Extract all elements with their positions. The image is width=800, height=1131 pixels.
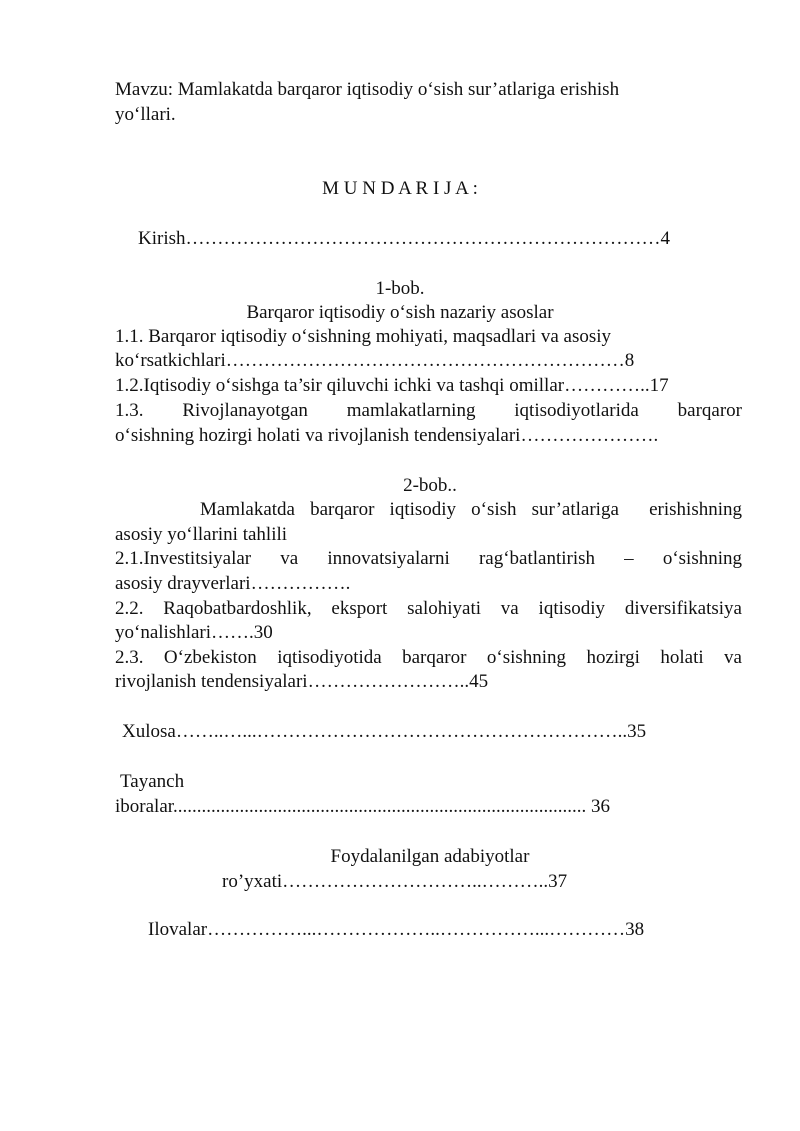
toc-entry-2-2-line-2: yo‘nalishlari…….30	[115, 622, 273, 643]
chapter-1-number: 1-bob.	[375, 278, 425, 299]
toc-entry-intro: Kirish…………………………………………………………………4	[138, 228, 670, 249]
toc-entry-appendix: Ilovalar……………...………………..……………...…………38	[148, 919, 645, 940]
toc-entry-1-3-line-1: 1.3. Rivojlanayotgan mamlakatlarning iqtisodiyotlarida barqaror	[115, 400, 742, 421]
toc-entry-glossary-line-1: Tayanch	[120, 771, 185, 792]
toc-title: M U N D A R I J A :	[322, 178, 478, 199]
toc-entry-1-2: 1.2.Iqtisodiy o‘sishga ta’sir qiluvchi ichki va tashqi omillar…………..17	[115, 375, 669, 396]
toc-entry-references-line-2: ro’yxati…………………………..………..37	[222, 871, 568, 892]
toc-entry-conclusion: Xulosa……..…...…………………………………………………..35	[122, 721, 647, 742]
toc-entry-references-line-1: Foydalanilgan adabiyotlar	[330, 846, 530, 867]
toc-entry-1-1-line-1: 1.1. Barqaror iqtisodiy o‘sishning mohiyati, maqsadlari va asosiy	[115, 326, 612, 347]
topic-line-1: Mavzu: Mamlakatda barqaror iqtisodiy o‘sish sur’atlariga erishish	[115, 79, 620, 100]
toc-entry-2-1-line-1: 2.1.Investitsiyalar va innovatsiyalarni rag‘batlantirish – o‘sishning	[115, 548, 742, 569]
toc-entry-2-2-line-1: 2.2. Raqobatbardoshlik, eksport salohiyati va iqtisodiy diversifikatsiya	[115, 598, 742, 619]
toc-entry-1-3-line-2: o‘sishning hozirgi holati va rivojlanish tendensiyalari………………….	[115, 425, 659, 446]
toc-entry-2-3-line-1: 2.3. O‘zbekiston iqtisodiyotida barqaror o‘sishning hozirgi holati va	[115, 647, 742, 668]
chapter-1-title: Barqaror iqtisodiy o‘sish nazariy asoslar	[246, 302, 554, 323]
chapter-2-title-line-2: asosiy yo‘llarini tahlili	[115, 524, 288, 545]
chapter-2-number: 2-bob..	[403, 475, 457, 496]
toc-entry-2-3-line-2: rivojlanish tendensiyalari……………………..45	[115, 671, 489, 692]
toc-entry-2-1-line-2: asosiy drayverlari…………….	[115, 573, 351, 594]
toc-entry-glossary-line-2: iboralar....................................................................................... 36	[115, 796, 611, 817]
toc-entry-1-1-line-2: ko‘rsatkichlari………………………………………………………8	[115, 350, 635, 371]
topic-line-2: yo‘llari.	[115, 104, 176, 125]
chapter-2-title-line-1: Mamlakatda barqaror iqtisodiy o‘sish sur’atlariga erishishning	[200, 499, 742, 520]
